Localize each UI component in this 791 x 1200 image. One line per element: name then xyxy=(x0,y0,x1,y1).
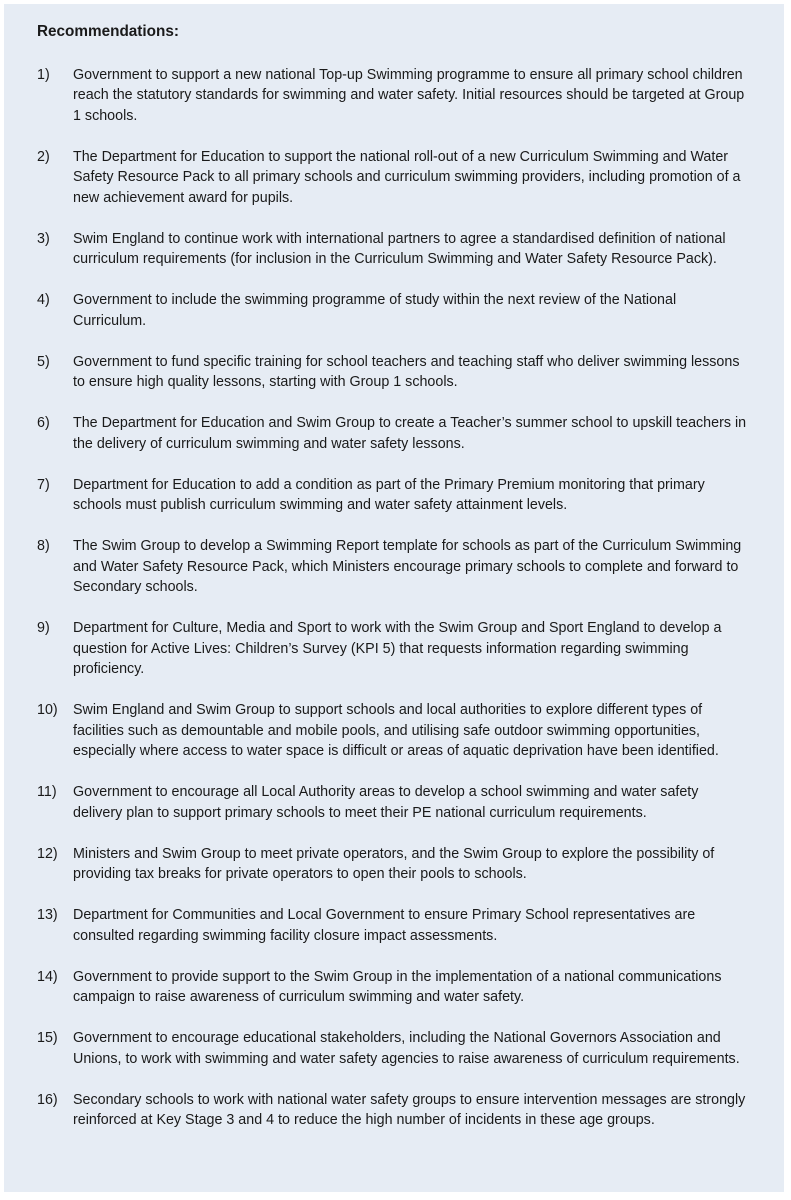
recommendation-number: 4) xyxy=(37,292,50,308)
recommendation-item xyxy=(37,413,750,454)
recommendation-item xyxy=(37,229,750,270)
recommendation-item xyxy=(37,844,750,885)
recommendations-heading: Recommendations: xyxy=(37,23,179,40)
recommendation-item xyxy=(37,1028,750,1069)
recommendation-number: 10) xyxy=(37,702,58,718)
recommendation-text: Department for Communities and Local Government to ensure Primary School representatives are consulted regarding swimming facility closure impact assessments. xyxy=(73,907,696,944)
recommendations-panel xyxy=(4,4,784,1192)
recommendation-text: Department for Culture, Media and Sport to work with the Swim Group and Sport England to develop a question for Active Lives: Children’s Survey (KPI 5) that requests information regarding swimming proficiency. xyxy=(73,620,722,677)
recommendation-item xyxy=(37,290,750,331)
recommendation-text: Swim England and Swim Group to support schools and local authorities to explore different types of facilities such as demountable and mobile pools, and utilising safe outdoor swimming opportunities, especially where access to water space is difficult or areas of aquatic deprivation have been identified. xyxy=(73,702,719,759)
recommendation-text: Swim England to continue work with international partners to agree a standardised definition of national curriculum requirements (for inclusion in the Curriculum Swimming and Water Safety Resource Pack). xyxy=(73,230,726,267)
recommendation-text: Government to fund specific training for school teachers and teaching staff who deliver swimming lessons to ensure high quality lessons, starting with Group 1 schools. xyxy=(73,353,740,390)
recommendation-number: 12) xyxy=(37,845,58,862)
recommendation-number: 15) xyxy=(37,1030,58,1046)
recommendation-number: 5) xyxy=(37,353,50,370)
recommendation-number: 14) xyxy=(37,968,58,985)
recommendation-item xyxy=(37,905,750,946)
recommendation-number: 2) xyxy=(37,148,50,165)
recommendation-item xyxy=(37,475,750,516)
recommendation-text: Department for Education to add a condition as part of the Primary Premium monitoring that primary schools must publish curriculum swimming and water safety attainment levels. xyxy=(73,476,705,513)
recommendation-number: 11) xyxy=(37,784,57,800)
recommendation-item xyxy=(37,700,750,762)
recommendation-item xyxy=(37,147,750,209)
recommendation-text: Government to include the swimming programme of study within the next review of the National Curriculum. xyxy=(73,292,677,329)
recommendation-item xyxy=(37,618,750,680)
recommendation-number: 13) xyxy=(37,907,58,923)
recommendation-text: Ministers and Swim Group to meet private operators, and the Swim Group to explore the possibility of providing tax breaks for private operators to open their pools to schools. xyxy=(73,845,715,882)
recommendation-item xyxy=(37,967,750,1008)
recommendation-text: Government to support a new national Top-up Swimming programme to ensure all primary school children reach the statutory standards for swimming and water safety. Initial resources should be targeted at Group 1 schools. xyxy=(73,66,745,124)
recommendation-item xyxy=(37,352,750,393)
recommendation-number: 3) xyxy=(37,230,50,247)
recommendation-item xyxy=(37,1090,750,1131)
recommendation-item xyxy=(37,782,750,823)
recommendation-text: The Swim Group to develop a Swimming Report template for schools as part of the Curriculum Swimming and Water Safety Resource Pack, which Ministers encourage primary schools to complete and forward to Secondary schools. xyxy=(73,538,742,595)
recommendation-text: Government to encourage educational stakeholders, including the National Governors Association and Unions, to work with swimming and water safety agencies to raise awareness of curriculum requirements. xyxy=(73,1030,740,1067)
recommendation-text: Government to encourage all Local Authority areas to develop a school swimming and water safety delivery plan to support primary schools to meet their PE national curriculum requirements. xyxy=(73,784,699,821)
recommendation-number: 8) xyxy=(37,538,50,554)
recommendation-text: Secondary schools to work with national water safety groups to ensure intervention messages are strongly reinforced at Key Stage 3 and 4 to reduce the high number of incidents in these age groups. xyxy=(73,1091,746,1128)
recommendation-number: 6) xyxy=(37,415,50,431)
recommendation-number: 1) xyxy=(37,66,50,83)
recommendation-number: 9) xyxy=(37,620,50,636)
recommendations-list xyxy=(37,65,750,1131)
recommendation-number: 7) xyxy=(37,476,50,493)
recommendation-item xyxy=(37,536,750,598)
recommendation-text: The Department for Education and Swim Group to create a Teacher’s summer school to upskill teachers in the delivery of curriculum swimming and water safety lessons. xyxy=(73,415,747,452)
recommendation-text: The Department for Education to support the national roll-out of a new Curriculum Swimming and Water Safety Resource Pack to all primary schools and curriculum swimming providers, including promotion of a new achievement award for pupils. xyxy=(73,148,741,206)
recommendation-number: 16) xyxy=(37,1091,58,1108)
recommendation-item xyxy=(37,65,750,127)
recommendation-text: Government to provide support to the Swim Group in the implementation of a national communications campaign to raise awareness of curriculum swimming and water safety. xyxy=(73,968,722,1005)
